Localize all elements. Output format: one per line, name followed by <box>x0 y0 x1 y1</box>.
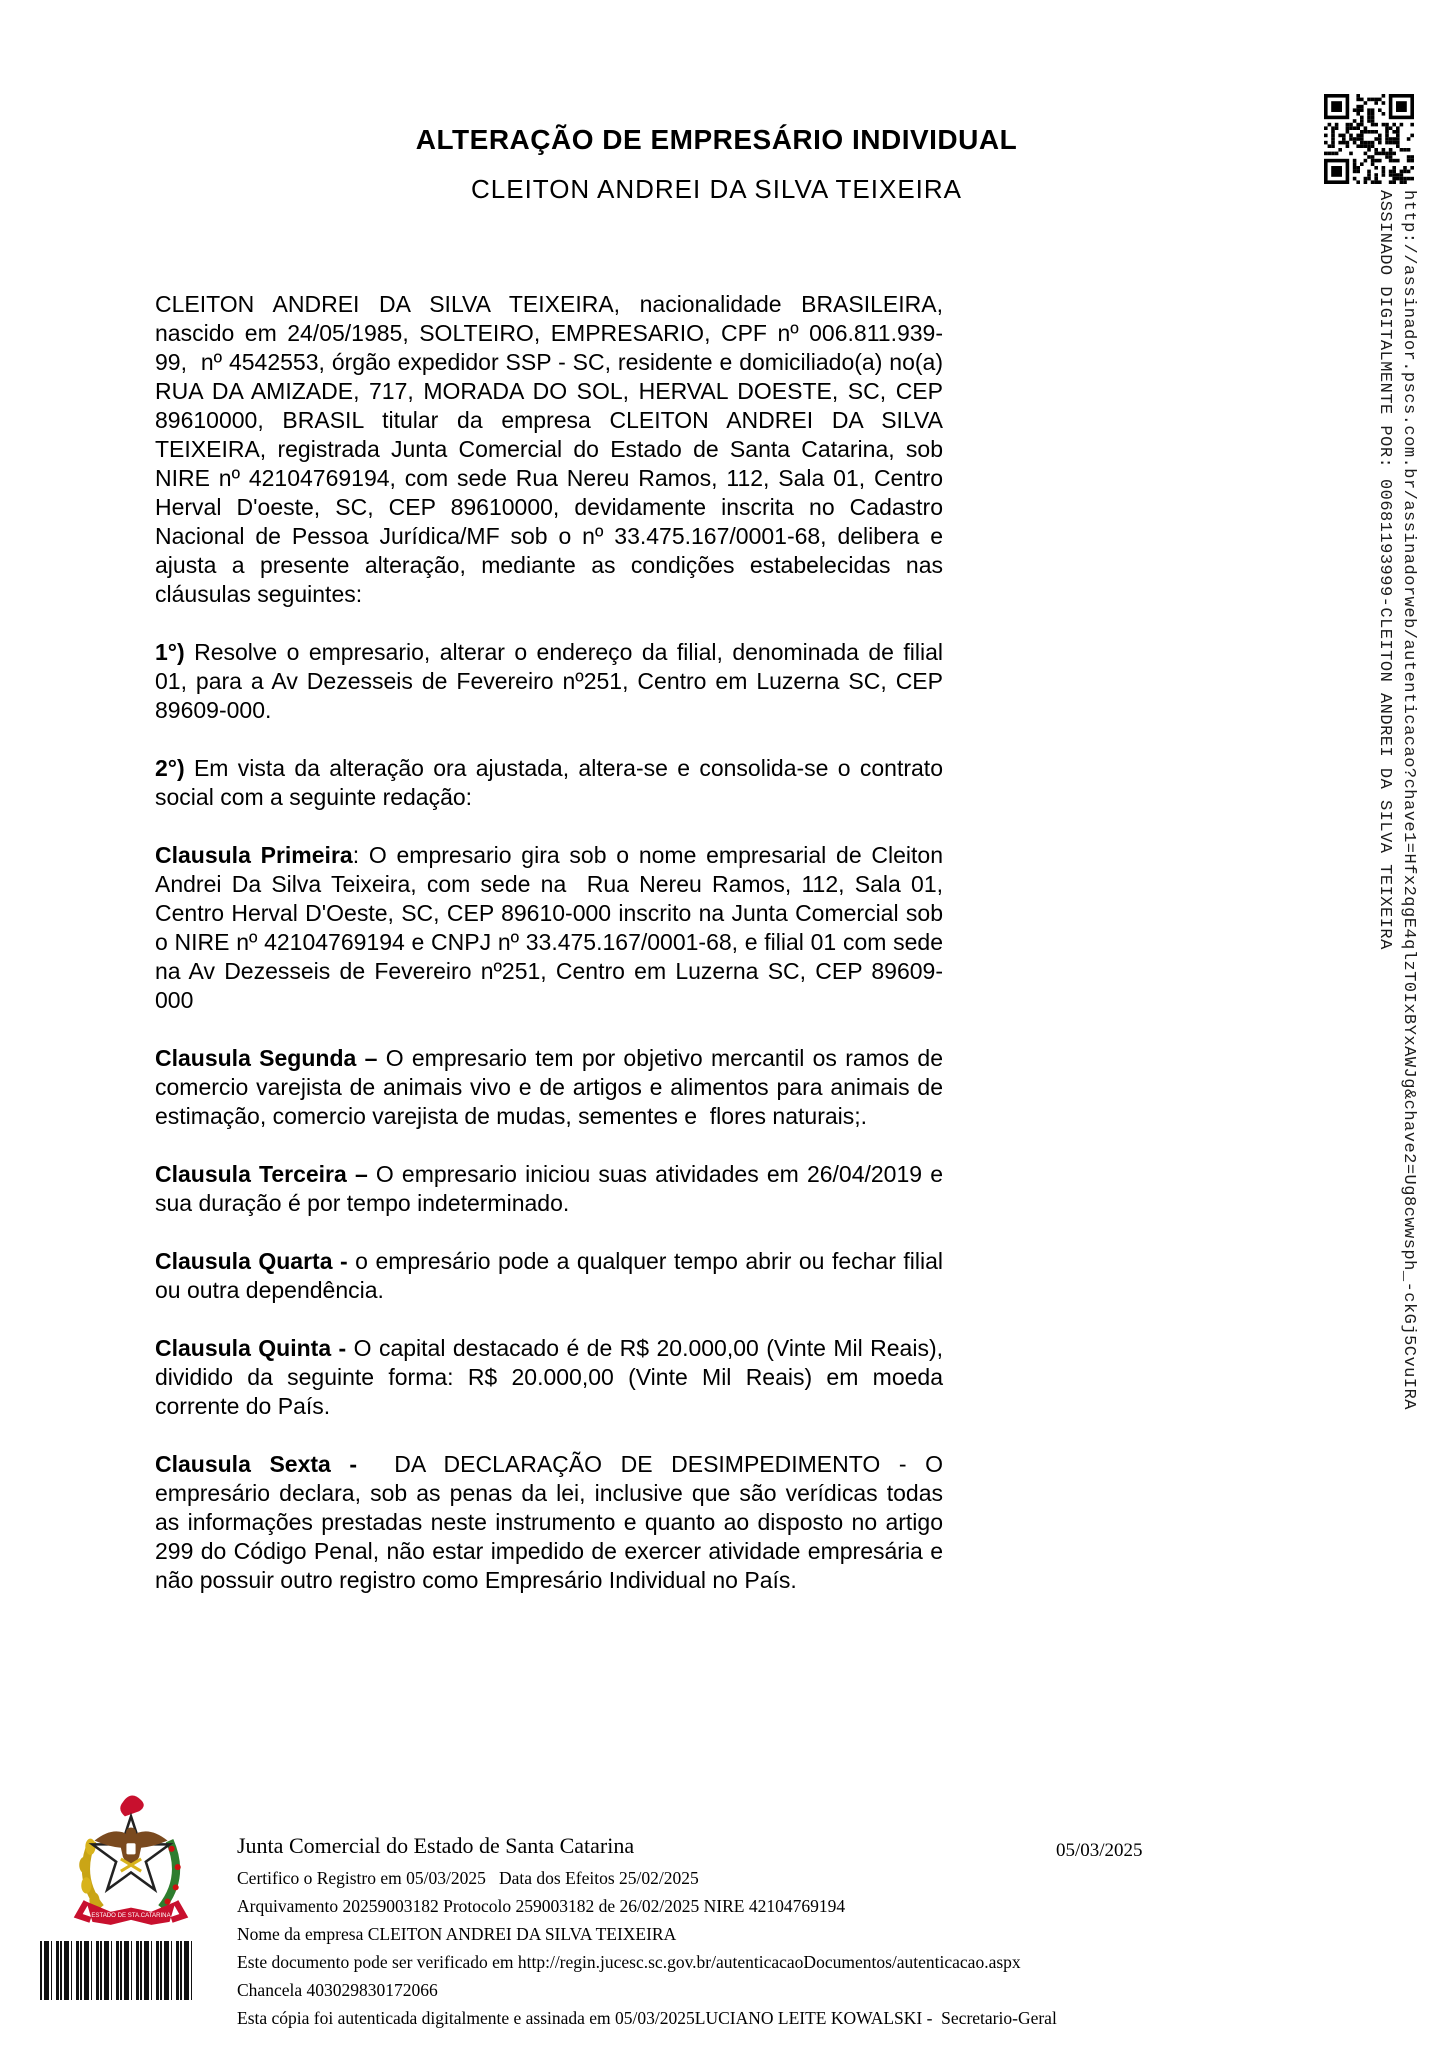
document-subtitle: CLEITON ANDREI DA SILVA TEIXEIRA <box>470 174 962 204</box>
paragraph-text: DA DECLARAÇÃO DE DESIMPEDIMENTO - O empresário declara, sob as penas da lei, inclusive que são verídicas todas as informações prestadas neste instrumento e quanto ao disposto no artigo 299 do Código Penal, não estar impedido de exercer atividade empresária e não possuir outro registro como Empresário Individual no País. <box>155 1451 950 1593</box>
qr-code-icon <box>1324 94 1414 184</box>
paragraph-item-2 <box>155 754 950 812</box>
certification-line: Este documento pode ser verificado em http://regin.jucesc.sc.gov.br/autenticacaoDocumentos/autenticacao.aspx <box>237 1952 1021 1972</box>
paragraph-lead: Clausula Quinta - <box>155 1335 347 1361</box>
paragraph-text: Em vista da alteração ora ajustada, altera-se e consolida-se o contrato social com a seguinte redação: <box>155 755 950 810</box>
certification-line: Esta cópia foi autenticada digitalmente e assinada em 05/03/2025LUCIANO LEITE KOWALSKI - Secretario-Geral <box>237 2008 1057 2028</box>
paragraph-text: O empresario iniciou suas atividades em 26/04/2019 e sua duração é por tempo indeterminado. <box>155 1161 950 1216</box>
paragraph-text: : O empresario gira sob o nome empresarial de Cleiton Andrei Da Silva Teixeira, com sede na Rua Nereu Ramos, 112, Sala 01, Centro Herval D'Oeste, SC, CEP 89610-000 inscrito na Junta Comercial sob o NIRE nº 42104769194 e CNPJ nº 33.475.167/0001-68, e filial 01 com sede na Av Dezesseis de Fevereiro nº251, Centro em Luzerna SC, CEP 89609-000 <box>155 842 950 1013</box>
paragraph-lead: Clausula Sexta - <box>155 1451 358 1477</box>
paragraph-clausula-quinta <box>155 1334 950 1421</box>
certification-line: Certifico o Registro em 05/03/2025 Data dos Efeitos 25/02/2025 <box>237 1868 699 1888</box>
paragraph-clausula-terceira <box>155 1160 950 1218</box>
certification-line: Arquivamento 20259003182 Protocolo 259003182 de 26/02/2025 NIRE 42104769194 <box>237 1896 846 1916</box>
paragraph-item-1 <box>155 638 950 725</box>
registry-date: 05/03/2025 <box>1056 1840 1143 1861</box>
certification-line: Nome da empresa CLEITON ANDREI DA SILVA TEIXEIRA <box>237 1924 677 1944</box>
paragraph-clausula-primeira <box>155 841 950 1015</box>
santa-catarina-coat-of-arms-icon <box>70 1794 192 1930</box>
paragraph-lead: 1°) <box>155 639 185 665</box>
paragraph-lead: Clausula Segunda – <box>155 1045 378 1071</box>
signature-signed-by: ASSINADO DIGITALMENTE POR: 00681193999-CLEITON ANDREI DA SILVA TEIXEIRA <box>1375 190 1394 950</box>
registry-org-name: Junta Comercial do Estado de Santa Catarina <box>237 1833 635 1858</box>
paragraph-clausula-sexta <box>155 1450 950 1595</box>
barcode-icon <box>40 1941 192 2000</box>
paragraph-clausula-quarta <box>155 1247 950 1305</box>
paragraph-lead: Clausula Primeira <box>155 842 353 868</box>
paragraph-lead: Clausula Quarta - <box>155 1248 348 1274</box>
registry-certification-block <box>237 1864 1237 2032</box>
paragraph-text: Resolve o empresario, alterar o endereço da filial, denominada de filial 01, para a Av Dezesseis de Fevereiro nº251, Centro em Luzerna SC, CEP 89609-000. <box>155 639 950 723</box>
paragraph-text: O capital destacado é de R$ 20.000,00 (Vinte Mil Reais), dividido da seguinte forma: R$ 20.000,00 (Vinte Mil Reais) em moeda corrente do País. <box>155 1335 950 1419</box>
signature-verification-url: http://assinador.pscs.com.br/assinadorweb/autenticacao?chave1=Hfx2qgE4qlzT0IxBYxAWJg&chave2=Ug8cwwsph_-ckGj5CvuIRA <box>1399 190 1418 1410</box>
paragraph-text: O empresario tem por objetivo mercantil os ramos de comercio varejista de animais vivo e de artigos e alimentos para animais de estimação, comercio varejista de mudas, sementes e flores naturais;. <box>155 1045 950 1129</box>
document-title: ALTERAÇÃO DE EMPRESÁRIO INDIVIDUAL <box>415 124 1018 155</box>
certification-line: Chancela 403029830172066 <box>237 1980 438 2000</box>
document-body <box>155 290 956 1624</box>
paragraph-text: o empresário pode a qualquer tempo abrir ou fechar filial ou outra dependência. <box>155 1248 950 1303</box>
paragraph-text: CLEITON ANDREI DA SILVA TEIXEIRA, nacionalidade BRASILEIRA, nascido em 24/05/1985, SOLTEIRO, EMPRESARIO, CPF nº 006.811.939-99, nº 4542553, órgão expedidor SSP - SC, residente e domiciliado(a) no(a) RUA DA AMIZADE, 717, MORADA DO SOL, HERVAL DOESTE, SC, CEP 89610000, BRASIL titular da empresa CLEITON ANDREI DA SILVA TEIXEIRA, registrada Junta Comercial do Estado de Santa Catarina, sob NIRE nº 42104769194, com sede Rua Nereu Ramos, 112, Sala 01, Centro Herval D'oeste, SC, CEP 89610000, devidamente inscrita no Cadastro Nacional de Pessoa Jurídica/MF sob o nº 33.475.167/0001-68, delibera e ajusta a presente alteração, mediante as condições estabelecidas nas cláusulas seguintes: <box>155 291 956 607</box>
digital-signature-strip <box>1372 190 1420 1490</box>
paragraph-lead: Clausula Terceira – <box>155 1161 368 1187</box>
ribbon-text: ESTADO DE STA.CATARINA <box>91 1911 171 1919</box>
phrygian-cap <box>120 1795 143 1816</box>
paragraph-clausula-segunda <box>155 1044 950 1131</box>
paragraph-preamble <box>155 290 956 609</box>
paragraph-lead: 2°) <box>155 755 185 781</box>
